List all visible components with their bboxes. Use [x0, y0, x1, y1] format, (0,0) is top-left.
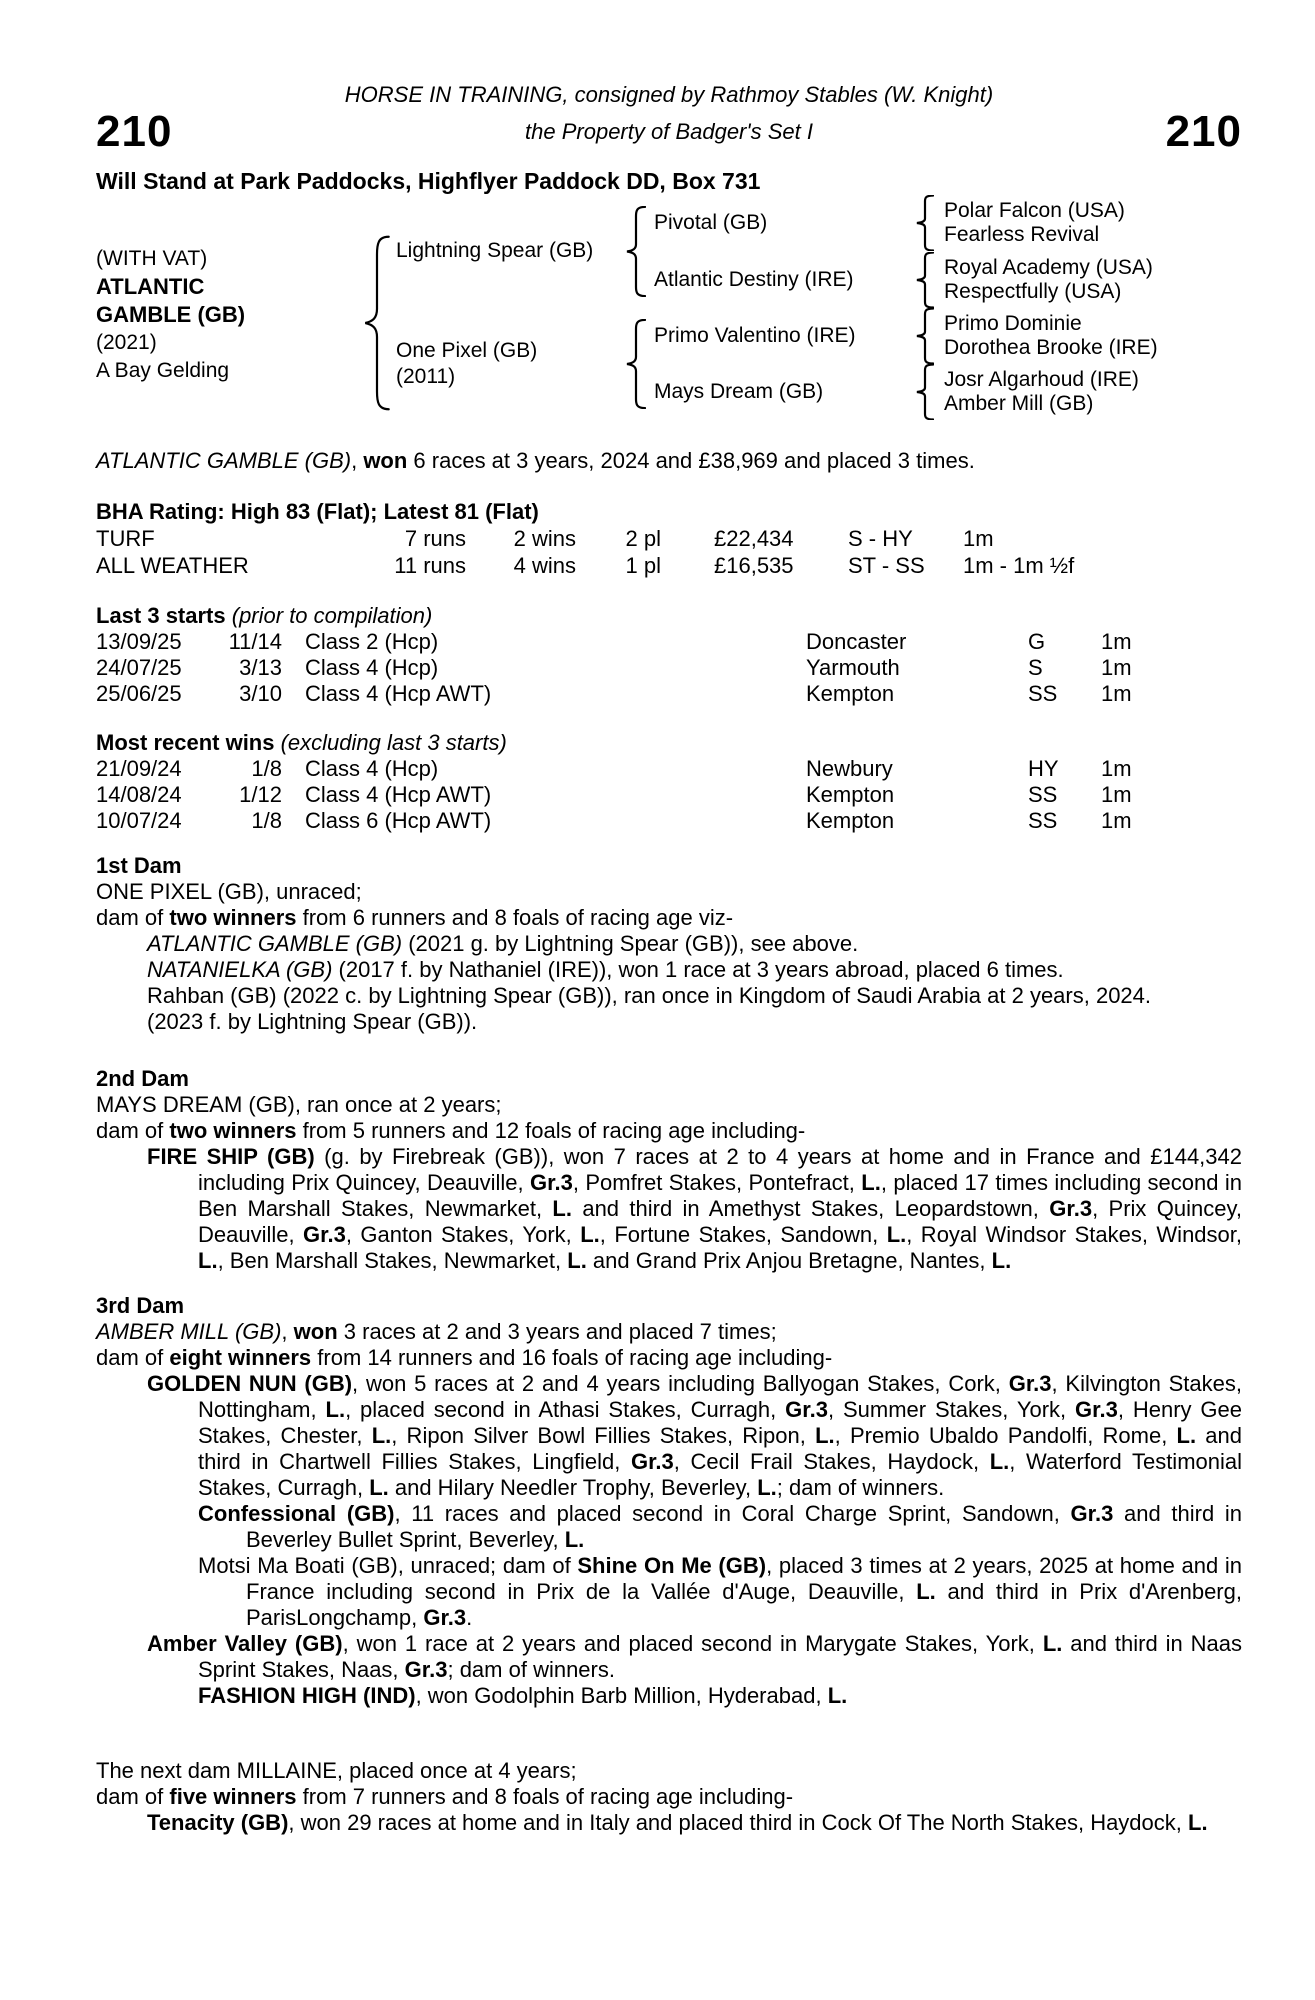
going-range: ST - SS [848, 553, 925, 578]
text-segment: ATLANTIC GAMBLE (GB) [96, 448, 352, 473]
text-segment: FIRE SHIP (GB) [147, 1144, 315, 1169]
pedigree-text-paragraph [96, 1784, 1242, 1810]
pedigree-text-paragraph [96, 1810, 1242, 1836]
granddam-maternal: Mays Dream (GB) [654, 380, 824, 403]
text-segment: dam of [96, 905, 170, 930]
race-class: Class 6 (Hcp AWT) [305, 808, 492, 833]
runs-count: 7 runs [404, 526, 466, 551]
text-segment: NATANIELKA (GB) [147, 957, 333, 982]
lot-row [96, 107, 1242, 156]
text-segment: . [466, 1605, 473, 1630]
text-segment: L. [1188, 1810, 1208, 1835]
text-segment: Gr.3 [1049, 1196, 1093, 1221]
granddam-paternal: Atlantic Destiny (IRE) [654, 268, 854, 291]
race-going: G [1028, 629, 1046, 654]
text-segment: Rahban (GB) (2022 c. by Lightning Spear (GB)), ran once in Kingdom of Saudi Arabia at 2 years, 2024. [147, 983, 1152, 1008]
race-distance: 1m [1101, 756, 1132, 781]
dam-name: One Pixel (GB) [396, 339, 538, 362]
race-date: 21/09/24 [96, 756, 182, 781]
last-starts-subtitle: (prior to compilation) [231, 603, 433, 628]
text-segment: from 14 runners and 16 foals of racing age including- [311, 1345, 833, 1370]
race-row [96, 756, 1242, 782]
text-segment: and Hilary Needler Trophy, Beverley, [388, 1475, 758, 1500]
race-course: Kempton [806, 681, 895, 706]
places-count: 1 pl [625, 553, 661, 578]
dam-sections [96, 853, 1242, 1836]
pedigree-text-paragraph [96, 1009, 1242, 1035]
great-grandparent-1: Polar Falcon (USA) [944, 199, 1125, 222]
text-segment: from 6 runners and 8 foals of racing age viz- [296, 905, 734, 930]
text-segment: Gr.3 [530, 1170, 573, 1195]
text-segment: FASHION HIGH (IND) [198, 1683, 416, 1708]
pedigree-text-paragraph [96, 957, 1242, 983]
text-segment: GOLDEN NUN (GB) [147, 1371, 353, 1396]
race-course: Doncaster [806, 629, 907, 654]
pedigree-text-paragraph [96, 1144, 1242, 1274]
race-class: Class 4 (Hcp AWT) [305, 782, 492, 807]
runs-count: 11 runs [394, 553, 466, 578]
text-segment: , Ripon Silver Bowl Fillies Stakes, Ripon, [391, 1423, 816, 1448]
last-starts-block [96, 603, 1242, 707]
text-segment: ONE PIXEL (GB), unraced; [96, 879, 362, 904]
race-row [96, 808, 1242, 834]
text-segment: , placed second in Athasi Stakes, Curragh, [345, 1397, 786, 1422]
pedigree-brace-gp1 [916, 195, 934, 251]
race-class: Class 4 (Hcp AWT) [305, 681, 492, 706]
text-segment: AMBER MILL (GB) [96, 1319, 282, 1344]
horse-year: (2021) [96, 331, 157, 354]
race-row [96, 681, 1242, 707]
lot-number-left: 210 [96, 107, 173, 156]
recent-wins-heading [96, 730, 1242, 756]
text-segment: , won 1 race at 2 years and placed second in Marygate Stakes, York, [342, 1631, 1043, 1656]
pedigree-text-paragraph [96, 879, 1242, 905]
race-position: 1/8 [251, 808, 282, 833]
race-position: 1/8 [251, 756, 282, 781]
recent-wins-subtitle: (excluding last 3 starts) [280, 730, 507, 755]
text-segment: L. [564, 1527, 585, 1552]
pedigree-text-paragraph [96, 1683, 1242, 1709]
race-course: Newbury [806, 756, 893, 781]
text-segment: L. [989, 1449, 1010, 1474]
last-starts-title: Last 3 starts [96, 603, 226, 628]
text-segment: from 7 runners and 8 foals of racing age including- [296, 1784, 794, 1809]
horse-name-line2: GAMBLE (GB) [96, 302, 246, 327]
text-segment: , Prix Quincey, Deauville, [198, 1196, 1242, 1247]
race-position: 11/14 [228, 629, 282, 654]
pedigree-brace-sire [626, 206, 646, 297]
text-segment: L. [827, 1683, 848, 1708]
first-dam-section [96, 853, 1242, 1035]
text-segment: Amber Valley (GB) [147, 1631, 343, 1656]
text-segment: two winners [169, 1118, 297, 1143]
bha-row [96, 552, 1242, 579]
going-range: S - HY [848, 526, 913, 551]
distance-range: 1m [963, 526, 994, 551]
pedigree-text-paragraph [96, 1319, 1242, 1345]
race-position: 1/12 [239, 782, 282, 807]
text-segment: (g. by Firebreak (GB)), won 7 races at 2 to 4 years at home and in France and £144,342 including Prix Quincey, Deauville, [198, 1144, 1242, 1195]
next-dam-section [96, 1758, 1242, 1836]
race-going: SS [1028, 782, 1058, 807]
bha-rating-table [96, 525, 1242, 579]
text-segment: and third in Beverley Bullet Sprint, Beverley, [246, 1501, 1243, 1552]
text-segment: and third in Prix d'Arenberg, ParisLongchamp, [246, 1579, 1242, 1630]
text-segment: ; dam of winners. [776, 1475, 945, 1500]
text-segment: , Royal Windsor Stakes, Windsor, [906, 1222, 1243, 1247]
text-segment: and third in Naas Sprint Stakes, Naas, [198, 1631, 1243, 1682]
text-segment: The next dam MILLAINE, placed once at 4 years; [96, 1758, 577, 1783]
page-content [96, 0, 1242, 1836]
race-date: 10/07/24 [96, 808, 182, 833]
text-segment: MAYS DREAM (GB), ran once at 2 years; [96, 1092, 502, 1117]
race-class: Class 4 (Hcp) [305, 655, 439, 680]
race-date: 14/08/24 [96, 782, 182, 807]
text-segment: , Henry Gee Stakes, Chester, [198, 1397, 1243, 1448]
race-date: 24/07/25 [96, 655, 182, 680]
text-segment: won [363, 448, 408, 473]
text-segment: L. [757, 1475, 777, 1500]
text-segment: , Premio Ubaldo Pandolfi, Rome, [834, 1423, 1177, 1448]
pedigree-text-paragraph [96, 1345, 1242, 1371]
great-grandparent-6: Dorothea Brooke (IRE) [944, 336, 1158, 359]
text-segment: Shine On Me (GB) [577, 1553, 767, 1578]
text-segment: two winners [169, 905, 297, 930]
bha-rating-heading: BHA Rating: High 83 (Flat); Latest 81 (Flat) [96, 499, 539, 524]
race-row [96, 782, 1242, 808]
race-distance: 1m [1101, 655, 1132, 680]
property-line: the Property of Badger's Set I [525, 119, 813, 144]
sire-name: Lightning Spear (GB) [396, 239, 594, 262]
race-going: SS [1028, 808, 1058, 833]
horse-description: A Bay Gelding [96, 359, 230, 382]
race-distance: 1m [1101, 681, 1132, 706]
text-segment: , 11 races and placed second in Coral Charge Sprint, Sandown, [394, 1501, 1071, 1526]
text-segment: won [293, 1319, 338, 1344]
great-grandparent-8: Amber Mill (GB) [944, 392, 1094, 415]
text-segment: L. [886, 1222, 907, 1247]
section-heading: 1st Dam [96, 853, 182, 878]
bha-rating-block [96, 498, 1242, 579]
text-segment: , [281, 1319, 294, 1344]
text-segment: L. [325, 1397, 346, 1422]
pedigree-text-paragraph [96, 1118, 1242, 1144]
text-segment: Motsi Ma Boati (GB), unraced; dam of [198, 1553, 578, 1578]
text-segment: , Cecil Frail Stakes, Haydock, [673, 1449, 990, 1474]
pedigree-brace-gp4 [916, 364, 934, 420]
race-position: 3/13 [239, 655, 282, 680]
text-segment: Tenacity (GB) [147, 1810, 289, 1835]
text-segment: ; dam of winners. [447, 1657, 615, 1682]
pedigree-brace-main [364, 235, 390, 411]
text-segment: , Waterford Testimonial Stakes, Curragh, [198, 1449, 1242, 1500]
text-segment: (2017 f. by Nathaniel (IRE)), won 1 race at 3 years abroad, placed 6 times. [332, 957, 1064, 982]
text-segment: Confessional (GB) [198, 1501, 395, 1526]
surface-label: TURF [96, 526, 155, 551]
text-segment: , [351, 448, 364, 473]
race-distance: 1m [1101, 782, 1132, 807]
race-class: Class 2 (Hcp) [305, 629, 439, 654]
text-segment: L. [371, 1423, 392, 1448]
pedigree-tree [96, 199, 1242, 431]
great-grandparent-3: Royal Academy (USA) [944, 256, 1153, 279]
text-segment: L. [369, 1475, 389, 1500]
text-segment: (2023 f. by Lightning Spear (GB)). [147, 1009, 478, 1034]
pedigree-text-paragraph [96, 905, 1242, 931]
recent-wins-block [96, 730, 1242, 834]
race-distance: 1m [1101, 808, 1132, 833]
text-segment: dam of [96, 1118, 170, 1143]
pedigree-brace-gp2 [916, 252, 934, 308]
vat-note: (WITH VAT) [96, 247, 208, 270]
pedigree-text-paragraph [96, 931, 1242, 957]
race-going: S [1028, 655, 1043, 680]
text-segment: L. [1042, 1631, 1063, 1656]
race-row [96, 655, 1242, 681]
text-segment: L. [552, 1196, 572, 1221]
text-segment: L. [198, 1248, 218, 1273]
text-segment: L. [1176, 1423, 1197, 1448]
race-course: Kempton [806, 782, 895, 807]
last-starts-table [96, 629, 1242, 707]
text-segment: L. [815, 1423, 835, 1448]
race-position: 3/10 [239, 681, 282, 706]
pedigree-brace-gp3 [916, 308, 934, 364]
grandsire-maternal: Primo Valentino (IRE) [654, 324, 856, 347]
text-segment: L. [916, 1579, 936, 1604]
text-segment: and third in Amethyst Stakes, Leopardstown, [571, 1196, 1050, 1221]
stand-location-line: Will Stand at Park Paddocks, Highflyer Paddock DD, Box 731 [96, 168, 761, 194]
text-segment: L. [991, 1248, 1012, 1273]
great-grandparent-2: Fearless Revival [944, 223, 1100, 246]
race-row [96, 629, 1242, 655]
last-starts-heading [96, 603, 1242, 629]
pedigree-text-paragraph [96, 1501, 1242, 1553]
text-segment: Gr.3 [1008, 1371, 1052, 1396]
distance-range: 1m - 1m ½f [963, 553, 1075, 578]
text-segment: (2021 g. by Lightning Spear (GB)), see above. [402, 931, 859, 956]
text-segment: Gr.3 [785, 1397, 828, 1422]
text-segment: 6 races at 3 years, 2024 and £38,969 and placed 3 times. [407, 448, 975, 473]
race-going: SS [1028, 681, 1058, 706]
race-course: Kempton [806, 808, 895, 833]
pedigree-text-paragraph [96, 1553, 1242, 1631]
dam-year: (2011) [396, 365, 456, 388]
wins-count: 4 wins [513, 553, 576, 578]
text-segment: , Ben Marshall Stakes, Newmarket, [217, 1248, 568, 1273]
text-segment: and third in Chartwell Fillies Stakes, Lingfield, [198, 1423, 1242, 1474]
race-summary-line [96, 448, 1242, 474]
pedigree-text-paragraph [96, 1631, 1242, 1683]
text-segment: , won 29 races at home and in Italy and placed third in Cock Of The North Stakes, Haydock, [288, 1810, 1189, 1835]
text-segment: Gr.3 [404, 1657, 448, 1682]
text-segment: L. [567, 1248, 587, 1273]
earnings: £16,535 [714, 553, 794, 578]
text-segment: , Kilvington Stakes, Nottingham, [198, 1371, 1242, 1422]
race-date: 25/06/25 [96, 681, 182, 706]
bha-row [96, 525, 1242, 552]
text-segment: Gr.3 [1075, 1397, 1118, 1422]
text-segment: ATLANTIC GAMBLE (GB) [147, 931, 403, 956]
race-date: 13/09/25 [96, 629, 182, 654]
pedigree-text-paragraph [96, 1092, 1242, 1118]
text-segment: L. [861, 1170, 881, 1195]
text-segment: L. [580, 1222, 600, 1247]
wins-count: 2 wins [513, 526, 576, 551]
places-count: 2 pl [625, 526, 661, 551]
text-segment: Gr.3 [1070, 1501, 1114, 1526]
text-segment: eight winners [169, 1345, 312, 1370]
text-segment: , placed 17 times including second in Ben Marshall Stakes, Newmarket, [198, 1170, 1243, 1221]
horse-name-line1: ATLANTIC [96, 274, 205, 299]
text-segment: , placed 3 times at 2 years, 2025 at home and in France including second in Prix de la Vallée d'Auge, Deauville, [246, 1553, 1242, 1604]
great-grandparent-4: Respectfully (USA) [944, 280, 1122, 303]
section-heading: 2nd Dam [96, 1066, 189, 1091]
text-segment: , won Godolphin Barb Million, Hyderabad, [415, 1683, 828, 1708]
race-class: Class 4 (Hcp) [305, 756, 439, 781]
text-segment: , Pomfret Stakes, Pontefract, [572, 1170, 862, 1195]
second-dam-section [96, 1066, 1242, 1274]
text-segment: 3 races at 2 and 3 years and placed 7 times; [337, 1319, 777, 1344]
surface-label: ALL WEATHER [96, 553, 249, 578]
text-segment: , Fortune Stakes, Sandown, [599, 1222, 887, 1247]
third-dam-section [96, 1293, 1242, 1709]
race-going: HY [1028, 756, 1059, 781]
text-segment: dam of [96, 1784, 170, 1809]
recent-wins-title: Most recent wins [96, 730, 275, 755]
great-grandparent-5: Primo Dominie [944, 312, 1082, 335]
text-segment: Gr.3 [630, 1449, 674, 1474]
text-segment: Gr.3 [303, 1222, 346, 1247]
pedigree-text-paragraph [96, 1758, 1242, 1784]
consignment-line: HORSE IN TRAINING, consigned by Rathmoy Stables (W. Knight) [344, 82, 994, 107]
recent-wins-table [96, 756, 1242, 834]
grandsire-paternal: Pivotal (GB) [654, 211, 768, 234]
pedigree-text-paragraph [96, 983, 1242, 1009]
text-segment: five winners [169, 1784, 297, 1809]
pedigree-brace-dam [626, 319, 646, 409]
race-distance: 1m [1101, 629, 1132, 654]
race-course: Yarmouth [806, 655, 900, 680]
text-segment: , won 5 races at 2 and 4 years including Ballyogan Stakes, Cork, [352, 1371, 1009, 1396]
great-grandparent-7: Josr Algarhoud (IRE) [944, 368, 1139, 391]
text-segment: , Summer Stakes, York, [827, 1397, 1076, 1422]
pedigree-text-paragraph [96, 1371, 1242, 1501]
section-heading: 3rd Dam [96, 1293, 185, 1318]
text-segment: dam of [96, 1345, 170, 1370]
text-segment: from 5 runners and 12 foals of racing age including- [296, 1118, 806, 1143]
earnings: £22,434 [714, 526, 794, 551]
text-segment: , Ganton Stakes, York, [345, 1222, 581, 1247]
lot-number-right: 210 [1165, 107, 1242, 156]
text-segment: and Grand Prix Anjou Bretagne, Nantes, [586, 1248, 992, 1273]
text-segment: Gr.3 [423, 1605, 467, 1630]
